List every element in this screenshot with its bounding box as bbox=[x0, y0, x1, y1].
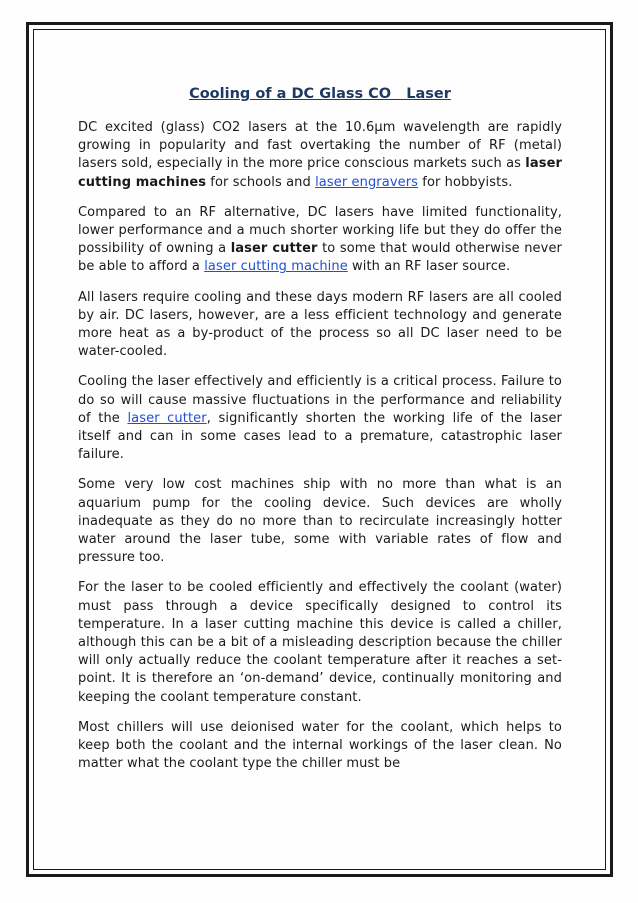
paragraph-2 bbox=[78, 204, 562, 277]
paragraph-5: Some very low cost machines ship with no more than what is an aquarium pump for the cooling device. Such devices are wholly inadequate as they do no more than to recirculate increasingly hotter water around the laser tube, some with variable rates of flow and pressure too. bbox=[78, 477, 562, 566]
p2-text-a: Compared to an RF alternative, DC lasers have limited functionality, lower performance and a much shorter working life but they do offer the possibility of owning a bbox=[78, 204, 562, 257]
p1-bold-laser-cutting-machines: laser cutting machines bbox=[78, 156, 562, 190]
p1-text-c: for schools and bbox=[206, 174, 316, 190]
p2-text-d: with an RF laser source. bbox=[347, 259, 511, 275]
p4-text-a: Cooling the laser effectively and efficiently is a critical process. Failure to do so will cause massive fluctuations in the performance and reliability of the bbox=[78, 374, 562, 426]
paragraph-3: All lasers require cooling and these days modern RF lasers are all cooled by air. DC lasers, however, are a less efficient technology and generate more heat as a by-product of the process so all DC laser need to be water-cooled. bbox=[78, 289, 562, 360]
paragraph-1 bbox=[78, 119, 562, 192]
document-title: Cooling of a DC Glass CO Laser bbox=[189, 86, 451, 102]
p4-text-b: , significantly shorten the working life of the laser itself and can in some cases lead to a premature, catastrophic laser failure. bbox=[78, 410, 562, 463]
link-laser-cutter[interactable]: laser cutter bbox=[127, 410, 207, 426]
link-laser-cutting-machine[interactable]: laser cutting machine bbox=[204, 259, 348, 275]
paragraph-6: For the laser to be cooled efficiently and effectively the coolant (water) must pass through a device specifically designed to control its temperature. In a laser cutting machine this device is called a chiller, although this can be a bit of a misleading description because the chiller will only actually reduce the coolant temperature after it reaches a set-point. It is therefore an ‘on-demand’ device, continually monitoring and keeping the coolant temperature constant. bbox=[78, 580, 562, 705]
p1-text-a: DC excited (glass) CO2 lasers at the 10.6µm wavelength are rapidly growing in popularity and fast overtaking the number of RF (metal) lasers sold, especially in the more price conscious markets such as bbox=[78, 120, 562, 172]
p2-bold-laser-cutter: laser cutter bbox=[230, 241, 318, 257]
document-body bbox=[78, 85, 562, 786]
p2-text-c: to some that would otherwise never be able to afford a bbox=[78, 241, 562, 275]
link-laser-engravers[interactable]: laser engravers bbox=[315, 174, 419, 190]
paragraph-4 bbox=[78, 373, 562, 464]
paragraph-7: Most chillers will use deionised water for the coolant, which helps to keep both the coolant and the internal workings of the laser clean. No matter what the coolant type the chiller must be bbox=[78, 719, 562, 772]
p1-text-d: for hobbyists. bbox=[418, 174, 513, 190]
